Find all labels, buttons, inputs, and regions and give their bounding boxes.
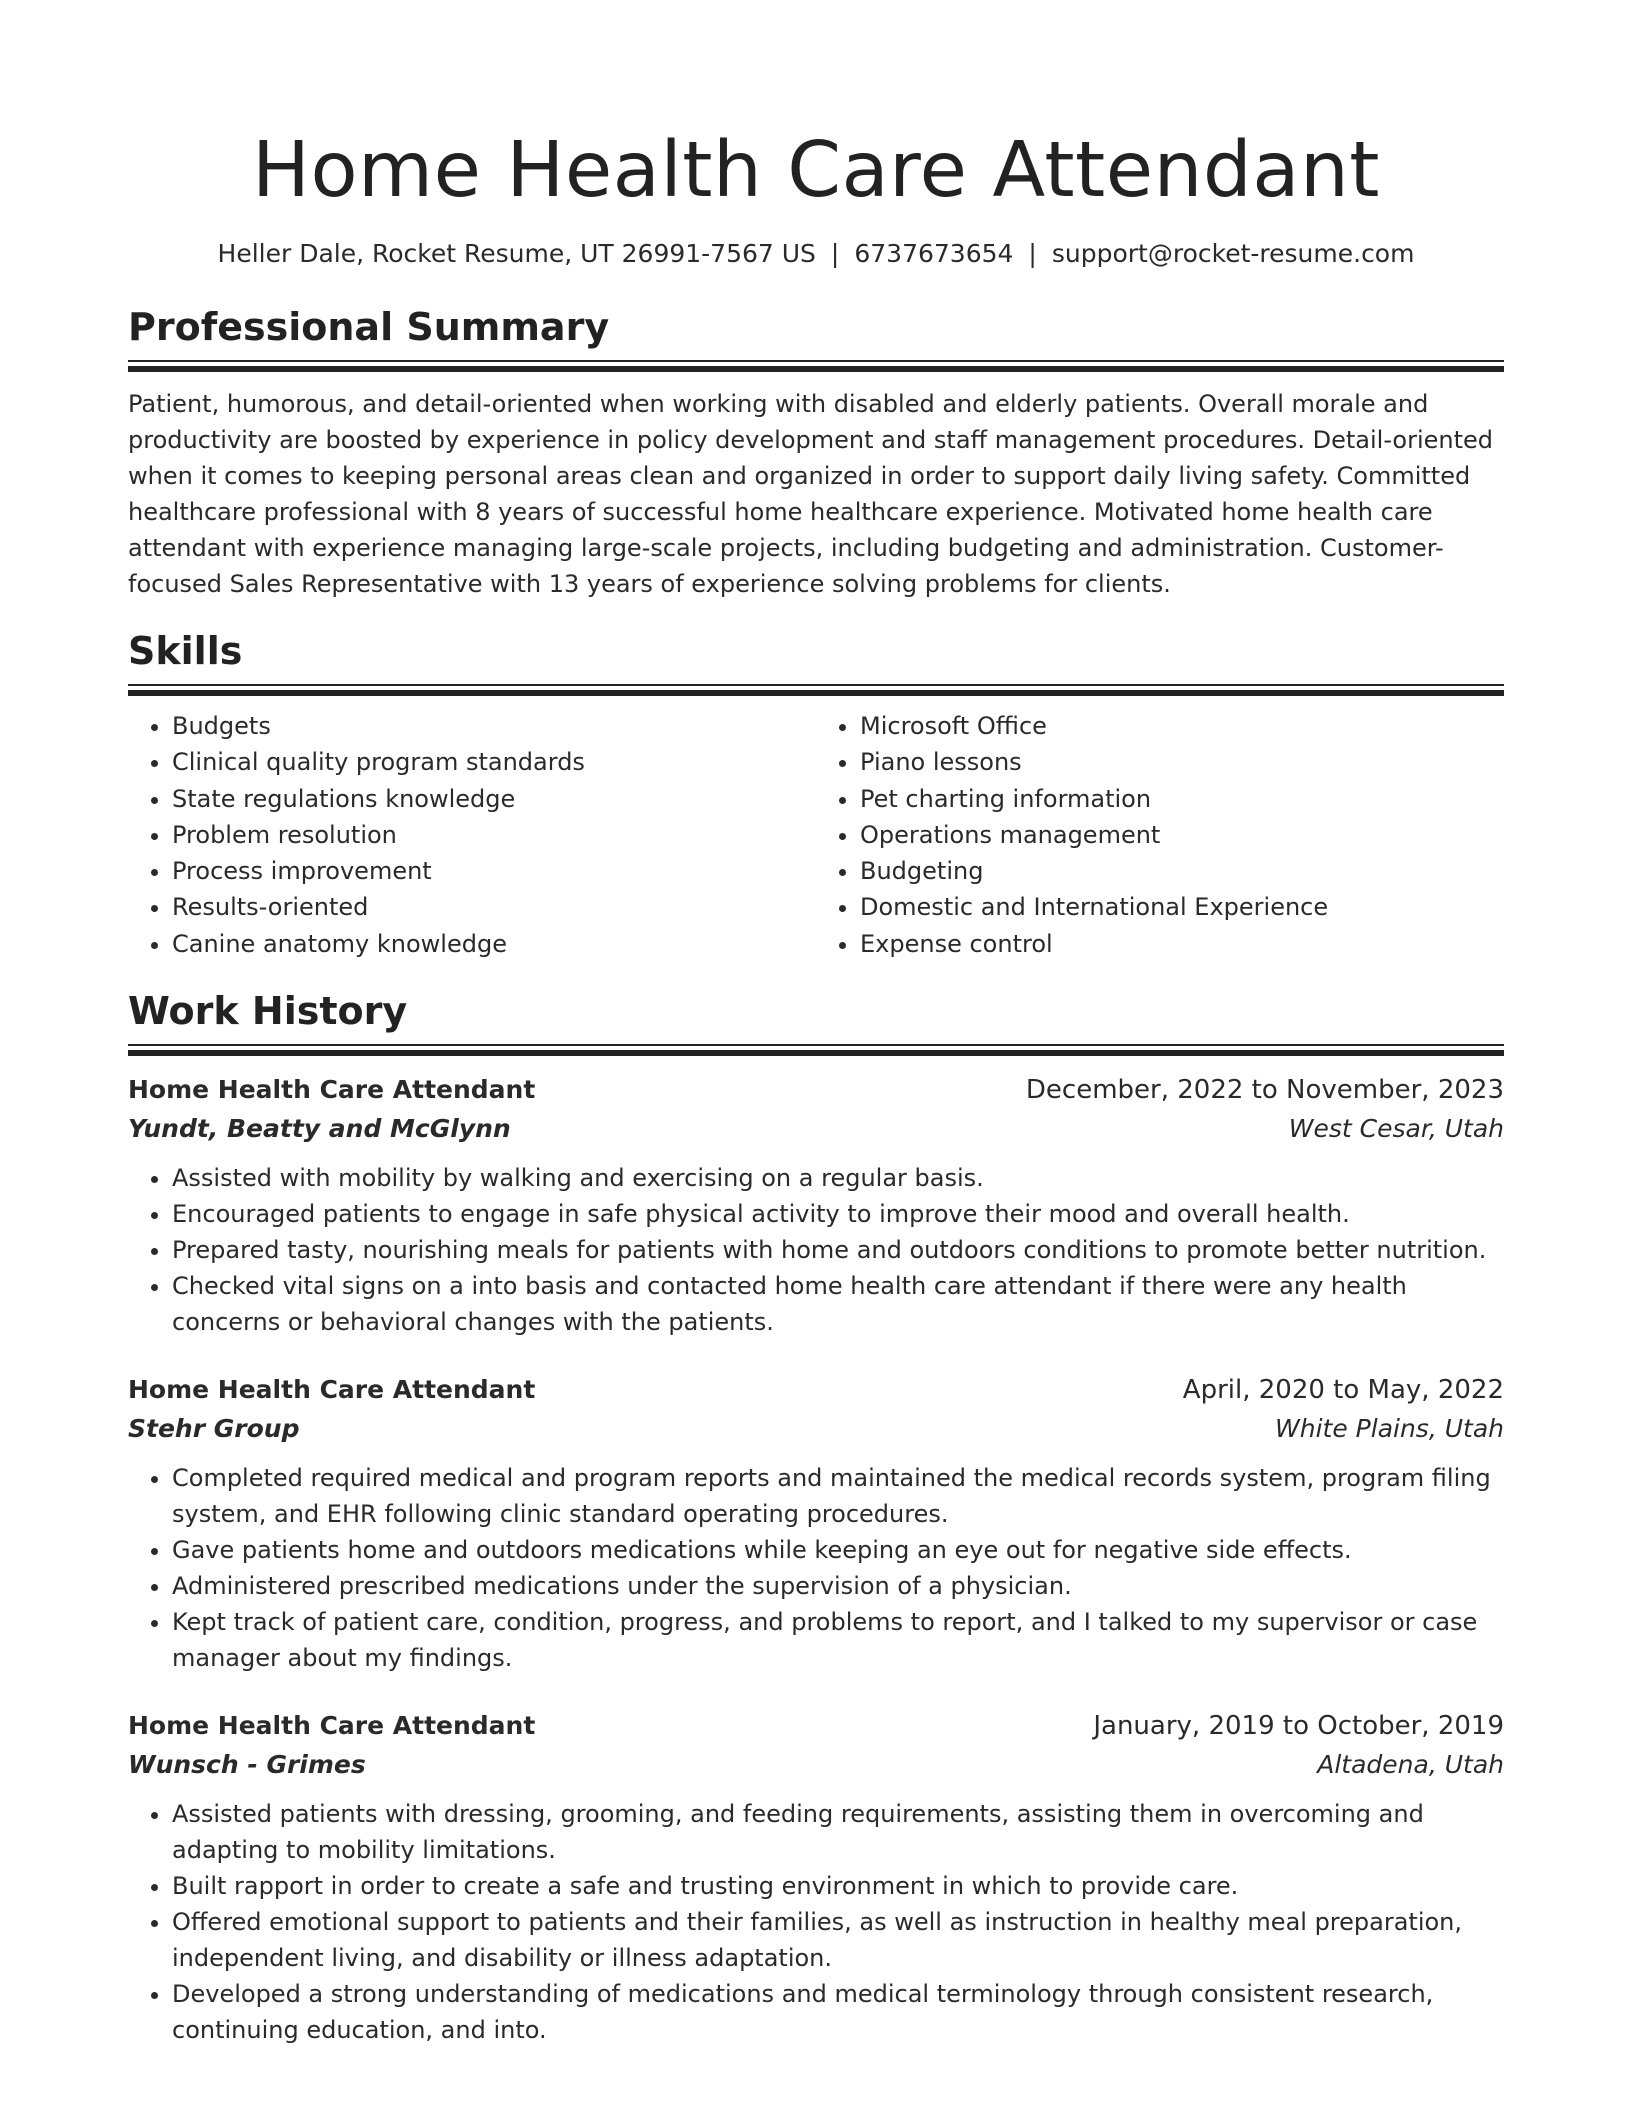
job-duty: • Gave patients home and outdoors medications while keeping an eye out for negative side effects.: [172, 1532, 1504, 1568]
job-duty: • Administered prescribed medications under the supervision of a physician.: [172, 1568, 1504, 1604]
job-entry: [128, 1370, 1504, 1676]
skill-item: • Pet charting information: [860, 781, 1504, 817]
job-location: Altadena, Utah: [1317, 1750, 1504, 1780]
skills-right-list: [816, 708, 1504, 962]
skill-item: • Clinical quality program standards: [172, 744, 816, 780]
job-duties: [128, 1460, 1504, 1676]
job-title-row: [128, 1706, 1504, 1746]
skill-item: • Budgets: [172, 708, 816, 744]
skill-item: • Results-oriented: [172, 889, 816, 925]
job-title-row: [128, 1370, 1504, 1410]
skills-heading: Skills: [128, 629, 243, 673]
skills-section: [128, 628, 1504, 962]
skills-left-list: [128, 708, 816, 962]
work-history-heading: Work History: [128, 989, 408, 1034]
job-duties: [128, 1796, 1504, 2048]
skills-columns: [128, 708, 1504, 962]
resume-name: Home Health Care Attendant: [252, 126, 1380, 215]
contact-separator: |: [1028, 239, 1037, 268]
resume-page: [128, 0, 1504, 2048]
job-title: Home Health Care Attendant: [128, 1711, 536, 1741]
skill-item: • Problem resolution: [172, 817, 816, 853]
section-divider: [128, 684, 1504, 696]
job-entry: [128, 1706, 1504, 2048]
summary-text: Patient, humorous, and detail-oriented when working with disabled and elderly patients. Overall morale and productivity are boosted by experience in policy development and staff management procedures. Detail-oriented when it comes to keeping personal areas clean and organized in order to support daily living safety. Committed healthcare professional with 8 years of successful home healthcare experience. Motivated home health care attendant with experience managing large-scale projects, including budgeting and administration. Customer-focused Sales Representative with 13 years of experience solving problems for clients.: [128, 390, 1494, 598]
job-duty: • Assisted with mobility by walking and exercising on a regular basis.: [172, 1160, 1504, 1196]
section-divider: [128, 1044, 1504, 1056]
contact-separator: |: [830, 239, 840, 268]
contact-line: [128, 238, 1504, 270]
job-duty: • Encouraged patients to engage in safe physical activity to improve their mood and overall health.: [172, 1196, 1504, 1232]
job-company-row: [128, 1110, 1504, 1148]
skill-item: • Process improvement: [172, 853, 816, 889]
job-title-row: [128, 1070, 1504, 1110]
skill-item: • Microsoft Office: [860, 708, 1504, 744]
job-company-row: [128, 1746, 1504, 1784]
job-company-row: [128, 1410, 1504, 1448]
job-duty: • Offered emotional support to patients and their families, as well as instruction in healthy meal preparation, independent living, and disability or illness adaptation.: [172, 1904, 1504, 1976]
job-duties: [128, 1160, 1504, 1340]
skill-item: • Operations management: [860, 817, 1504, 853]
skill-item: • Budgeting: [860, 853, 1504, 889]
skill-item: • Expense control: [860, 926, 1504, 962]
work-history-section: [128, 988, 1504, 2048]
skill-item: • Canine anatomy knowledge: [172, 926, 816, 962]
job-dates: April, 2020 to May, 2022: [1182, 1375, 1504, 1406]
job-duty: • Assisted patients with dressing, grooming, and feeding requirements, assisting them in overcoming and adapting to mobility limitations.: [172, 1796, 1504, 1868]
job-duty: • Developed a strong understanding of medications and medical terminology through consistent research, continuing education, and into.: [172, 1976, 1504, 2048]
contact-email[interactable]: support@rocket-resume.com: [1051, 239, 1415, 268]
contact-address: Heller Dale, Rocket Resume, UT 26991-7567 US: [217, 239, 816, 268]
job-location: West Cesar, Utah: [1288, 1114, 1504, 1144]
skill-item: • Piano lessons: [860, 744, 1504, 780]
job-title: Home Health Care Attendant: [128, 1075, 536, 1105]
job-company: Yundt, Beatty and McGlynn: [128, 1114, 511, 1144]
job-duty: • Completed required medical and program reports and maintained the medical records system, program filing system, and EHR following clinic standard operating procedures.: [172, 1460, 1504, 1532]
job-company: Wunsch - Grimes: [128, 1750, 366, 1780]
job-title: Home Health Care Attendant: [128, 1375, 536, 1405]
skill-item: • Domestic and International Experience: [860, 889, 1504, 925]
contact-phone: 6737673654: [854, 239, 1014, 268]
job-location: White Plains, Utah: [1275, 1414, 1504, 1444]
summary-heading: Professional Summary: [128, 305, 610, 349]
skill-item: • State regulations knowledge: [172, 781, 816, 817]
job-company: Stehr Group: [128, 1414, 300, 1444]
summary-section: [128, 304, 1504, 602]
job-duty: • Kept track of patient care, condition, progress, and problems to report, and I talked to my supervisor or case manager about my findings.: [172, 1604, 1504, 1676]
section-divider: [128, 360, 1504, 372]
job-duty: • Checked vital signs on a into basis and contacted home health care attendant if there were any health concerns or behavioral changes with the patients.: [172, 1268, 1504, 1340]
job-duty: • Prepared tasty, nourishing meals for patients with home and outdoors conditions to promote better nutrition.: [172, 1232, 1504, 1268]
job-duty: • Built rapport in order to create a safe and trusting environment in which to provide care.: [172, 1868, 1504, 1904]
job-dates: January, 2019 to October, 2019: [1093, 1711, 1504, 1742]
job-dates: December, 2022 to November, 2023: [1025, 1075, 1504, 1106]
job-entry: [128, 1070, 1504, 1340]
